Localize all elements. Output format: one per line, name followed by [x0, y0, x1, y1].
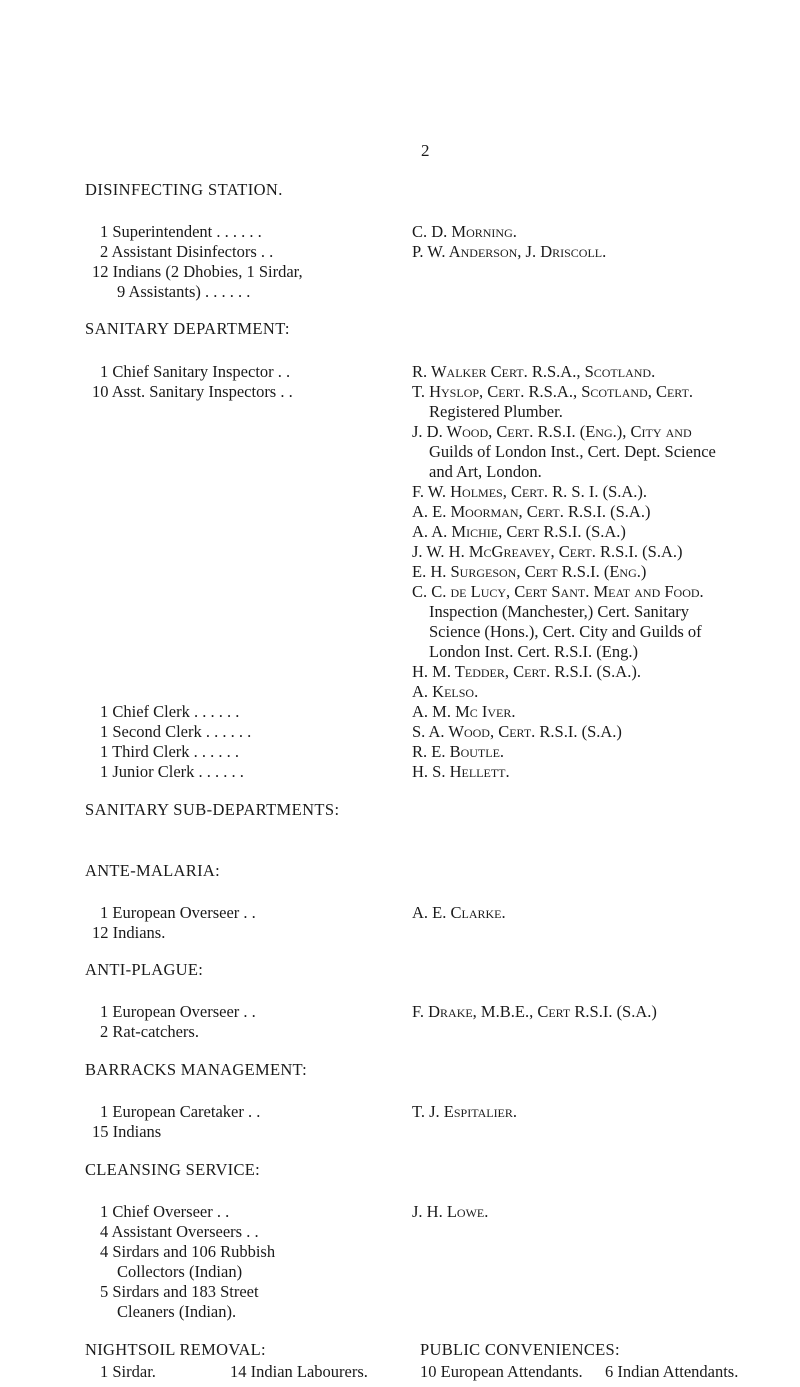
inspector-line: H. M. Tedder, Cert. R.S.I. (S.A.).: [412, 662, 641, 681]
staff-name: A. E. Clarke.: [412, 903, 506, 922]
section-title-disinfecting: DISINFECTING STATION.: [85, 180, 283, 199]
staff-label: 4 Sirdars and 106 Rubbish: [100, 1242, 276, 1261]
staff-label: 12 Indians (2 Dhobies, 1 Sirdar,: [92, 262, 303, 281]
page-number: 2: [421, 141, 430, 160]
staff-name: F. Drake, M.B.E., Cert R.S.I. (S.A.): [412, 1002, 657, 1021]
staff-label: 1 Chief Overseer . .: [100, 1202, 230, 1221]
staff-name: R. E. Boutle.: [412, 742, 505, 761]
subsection-title-conveniences: PUBLIC CONVENIENCES:: [420, 1340, 620, 1359]
subsection-title-barracks: BARRACKS MANAGEMENT:: [85, 1060, 307, 1079]
staff-name: J. H. Lowe.: [412, 1202, 489, 1221]
staff-label: 15 Indians: [92, 1122, 162, 1141]
staff-name: S. A. Wood, Cert. R.S.I. (S.A.): [412, 722, 622, 741]
staff-label: 10 European Attendants.: [420, 1362, 583, 1381]
inspector-line: Inspection (Manchester,) Cert. Sanitary: [429, 602, 690, 621]
staff-label: 1 Second Clerk . . . . . .: [100, 722, 252, 741]
staff-label: 6 Indian Attendants.: [605, 1362, 739, 1381]
section-title-subdepartments: SANITARY SUB-DEPARTMENTS:: [85, 800, 340, 819]
staff-label: 10 Asst. Sanitary Inspectors . .: [92, 382, 293, 401]
staff-label: 2 Rat-catchers.: [100, 1022, 199, 1041]
staff-label: 1 Sirdar.: [100, 1362, 156, 1381]
staff-label: 2 Assistant Disinfectors . .: [100, 242, 274, 261]
inspector-line: A. E. Moorman, Cert. R.S.I. (S.A.): [412, 502, 651, 521]
inspector-line: and Art, London.: [429, 462, 542, 481]
staff-label: 1 Third Clerk . . . . . .: [100, 742, 240, 761]
staff-label: 9 Assistants) . . . . . .: [117, 282, 251, 301]
staff-name: T. Hyslop, Cert. R.S.A., Scotland, Cert.: [412, 382, 694, 401]
staff-label: Cleaners (Indian).: [117, 1302, 237, 1321]
staff-label: 1 European Overseer . .: [100, 1002, 256, 1021]
staff-label: 1 European Caretaker . .: [100, 1102, 261, 1121]
staff-label: 1 Chief Clerk . . . . . .: [100, 702, 240, 721]
staff-label: 12 Indians.: [92, 923, 166, 942]
staff-name: R. Walker Cert. R.S.A., Scotland.: [412, 362, 656, 381]
staff-name: P. W. Anderson, J. Driscoll.: [412, 242, 607, 261]
inspector-line: A. A. Michie, Cert R.S.I. (S.A.): [412, 522, 626, 541]
inspector-line: C. C. de Lucy, Cert Sant. Meat and Food.: [412, 582, 704, 601]
inspector-line: J. D. Wood, Cert. R.S.I. (Eng.), City and: [412, 422, 692, 441]
inspector-line: A. Kelso.: [412, 682, 479, 701]
inspector-line: J. W. H. McGreavey, Cert. R.S.I. (S.A.): [412, 542, 683, 561]
subsection-title-nightsoil: NIGHTSOIL REMOVAL:: [85, 1340, 266, 1359]
staff-name: C. D. Morning.: [412, 222, 517, 241]
staff-name: T. J. Espitalier.: [412, 1102, 518, 1121]
inspector-line: E. H. Surgeson, Cert R.S.I. (Eng.): [412, 562, 647, 581]
inspector-line: Registered Plumber.: [429, 402, 563, 421]
subsection-title-ante-malaria: ANTE-MALARIA:: [85, 861, 220, 880]
staff-label: 5 Sirdars and 183 Street: [100, 1282, 259, 1301]
staff-label: 1 Superintendent . . . . . .: [100, 222, 262, 241]
inspector-line: London Inst. Cert. R.S.I. (Eng.): [429, 642, 638, 661]
section-title-sanitary: SANITARY DEPARTMENT:: [85, 319, 290, 338]
staff-label: 14 Indian Labourers.: [230, 1362, 368, 1381]
staff-label: Collectors (Indian): [117, 1262, 243, 1281]
staff-label: 1 Chief Sanitary Inspector . .: [100, 362, 291, 381]
subsection-title-anti-plague: ANTI-PLAGUE:: [85, 960, 204, 979]
subsection-title-cleansing: CLEANSING SERVICE:: [85, 1160, 261, 1179]
staff-label: 4 Assistant Overseers . .: [100, 1222, 259, 1241]
inspector-line: F. W. Holmes, Cert. R. S. I. (S.A.).: [412, 482, 648, 501]
staff-label: 1 European Overseer . .: [100, 903, 256, 922]
inspector-line: Guilds of London Inst., Cert. Dept. Science: [429, 442, 716, 461]
staff-name: H. S. Hellett.: [412, 762, 510, 781]
staff-label: 1 Junior Clerk . . . . . .: [100, 762, 244, 781]
staff-name: A. M. Mc Iver.: [412, 702, 516, 721]
inspector-line: Science (Hons.), Cert. City and Guilds of: [429, 622, 702, 641]
